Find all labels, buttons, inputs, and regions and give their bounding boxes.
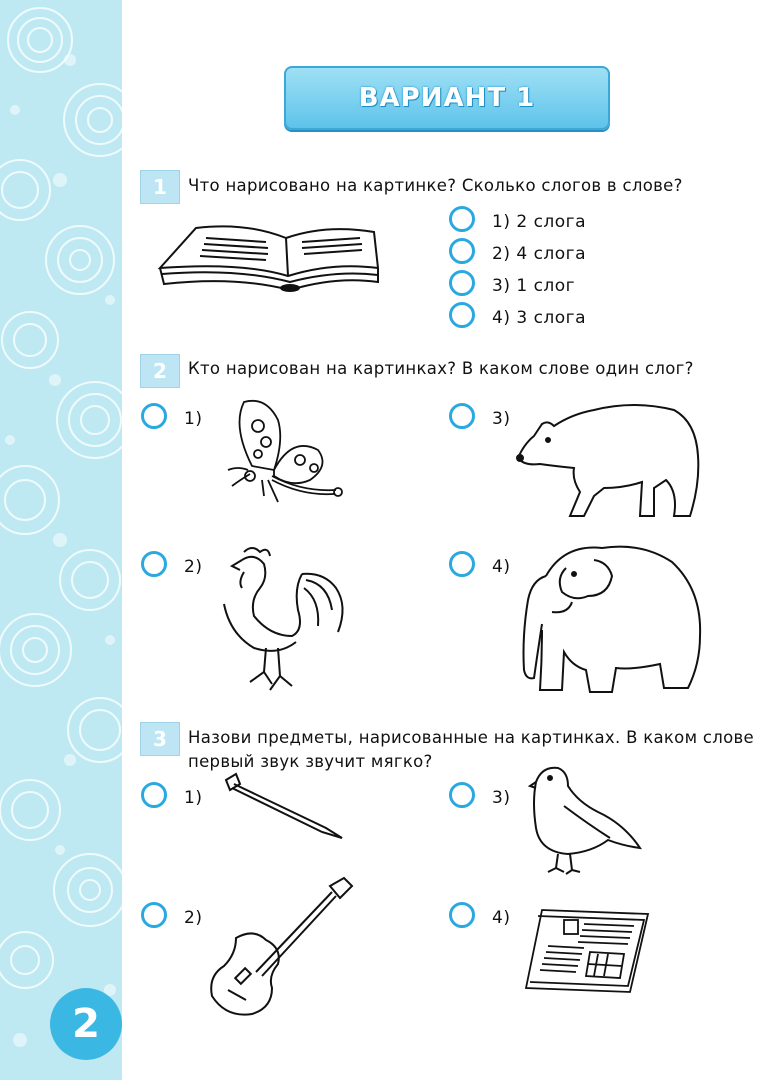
q2-option-4-radio[interactable] xyxy=(449,551,475,577)
q1-option-1-label: 1) 2 слога xyxy=(492,212,587,232)
banner-title: ВАРИАНТ 1 xyxy=(358,83,536,113)
question-3-text-line1: Назови предметы, нарисованные на картинках. В каком слове xyxy=(188,728,754,747)
q2-option-3-label: 3) xyxy=(492,409,511,429)
decorative-side-strip xyxy=(0,0,122,1080)
q1-option-4-radio[interactable] xyxy=(449,302,475,328)
question-3-text-line2: первый звук звучит мягко? xyxy=(188,752,433,771)
question-1-number: 1 xyxy=(140,170,180,204)
guitar-icon xyxy=(206,876,356,1022)
question-2-number: 2 xyxy=(140,354,180,388)
q1-option-2-label: 2) 4 слога xyxy=(492,244,587,264)
variant-banner xyxy=(284,66,610,130)
q2-option-1-radio[interactable] xyxy=(141,403,167,429)
book-icon xyxy=(156,218,384,294)
bear-icon xyxy=(514,396,704,520)
bird-icon xyxy=(528,762,644,876)
q1-option-3-radio[interactable] xyxy=(449,270,475,296)
butterfly-icon xyxy=(222,396,346,512)
q2-option-2-label: 2) xyxy=(184,557,203,577)
q1-option-4-label: 4) 3 слога xyxy=(492,308,587,328)
page-number: 2 xyxy=(50,988,122,1060)
q3-option-3-label: 3) xyxy=(492,788,511,808)
q1-option-2-radio[interactable] xyxy=(449,238,475,264)
q3-option-3-radio[interactable] xyxy=(449,782,475,808)
q3-option-1-radio[interactable] xyxy=(141,782,167,808)
nail-icon xyxy=(222,772,344,842)
q3-option-4-label: 4) xyxy=(492,908,511,928)
question-2-text: Кто нарисован на картинках? В каком слове один слог? xyxy=(188,359,694,378)
q3-option-2-label: 2) xyxy=(184,908,203,928)
q3-option-1-label: 1) xyxy=(184,788,203,808)
q1-option-1-radio[interactable] xyxy=(449,206,475,232)
elephant-icon xyxy=(512,540,706,698)
newspaper-icon xyxy=(524,906,652,998)
q1-option-3-label: 3) 1 слог xyxy=(492,276,576,296)
q2-option-3-radio[interactable] xyxy=(449,403,475,429)
question-3-number: 3 xyxy=(140,722,180,756)
q2-option-4-label: 4) xyxy=(492,557,511,577)
q2-option-1-label: 1) xyxy=(184,409,203,429)
rooster-icon xyxy=(220,544,352,696)
q3-option-2-radio[interactable] xyxy=(141,902,167,928)
question-1-text: Что нарисовано на картинке? Сколько слогов в слове? xyxy=(188,176,683,195)
q2-option-2-radio[interactable] xyxy=(141,551,167,577)
q3-option-4-radio[interactable] xyxy=(449,902,475,928)
